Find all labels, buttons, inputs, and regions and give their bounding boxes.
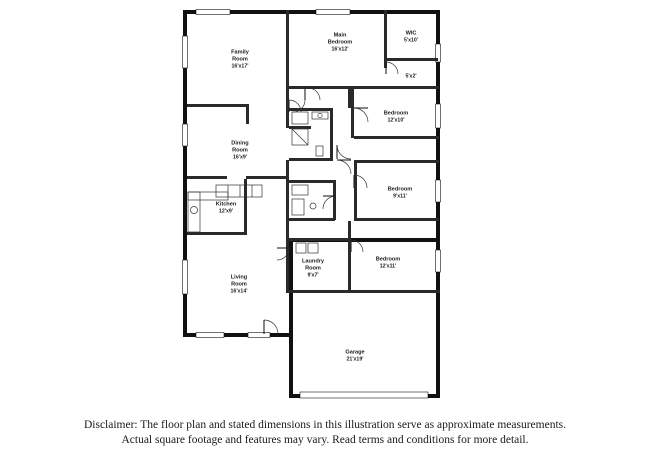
room-dim-main-bedroom: 16'x12' [331,46,349,53]
room-label-main-bedroom: Main [333,32,347,39]
doors [264,62,398,334]
room-label-family-room: Family [231,49,249,56]
room-label-dining-room: Dining [231,140,249,147]
room-label-main-bedroom-2: Bedroom [327,39,353,46]
room-dim-laundry-room: 9'x7' [307,272,319,279]
room-dim-dining-room: 16'x9' [232,154,248,161]
room-label-wic: WIC [405,30,417,37]
room-label-laundry-room-2: Room [305,265,321,272]
room-dim-closet-small: 5'x2' [405,73,417,80]
room-label-dining-room-2: Room [232,147,248,154]
room-label-bedroom-4: Bedroom [375,256,401,263]
room-label-bedroom-2: Bedroom [383,110,409,117]
room-label-living-room-2: Room [231,281,247,288]
room-dim-bedroom-4: 12'x11' [379,263,397,270]
disclaimer-line-1: Disclaimer: The floor plan and stated dimensions in this illustration serve as approximate measurements. [83,419,567,431]
disclaimer-line-2: Actual square footage and features may vary. Read terms and conditions for more detail. [121,434,529,446]
room-dim-kitchen: 12'x9' [218,208,234,215]
room-label-laundry-room: Laundry [301,258,325,265]
interior-walls [187,10,440,293]
room-dim-family-room: 16'x17' [231,63,249,70]
room-dim-wic: 5'x10' [403,37,419,44]
room-label-family-room-2: Room [232,56,248,63]
room-label-kitchen: Kitchen [215,201,237,208]
room-dim-living-room: 16'x14' [230,288,248,295]
room-dim-garage: 21'x19' [346,356,364,363]
room-dim-bedroom-3: 9'x11' [393,193,407,200]
disclaimer-text [0,418,650,448]
room-dim-bedroom-2: 12'x10' [387,117,405,124]
room-label-living-room: Living [230,274,248,281]
room-label-bedroom-3: Bedroom [387,186,413,193]
room-label-garage: Garage [345,349,365,356]
